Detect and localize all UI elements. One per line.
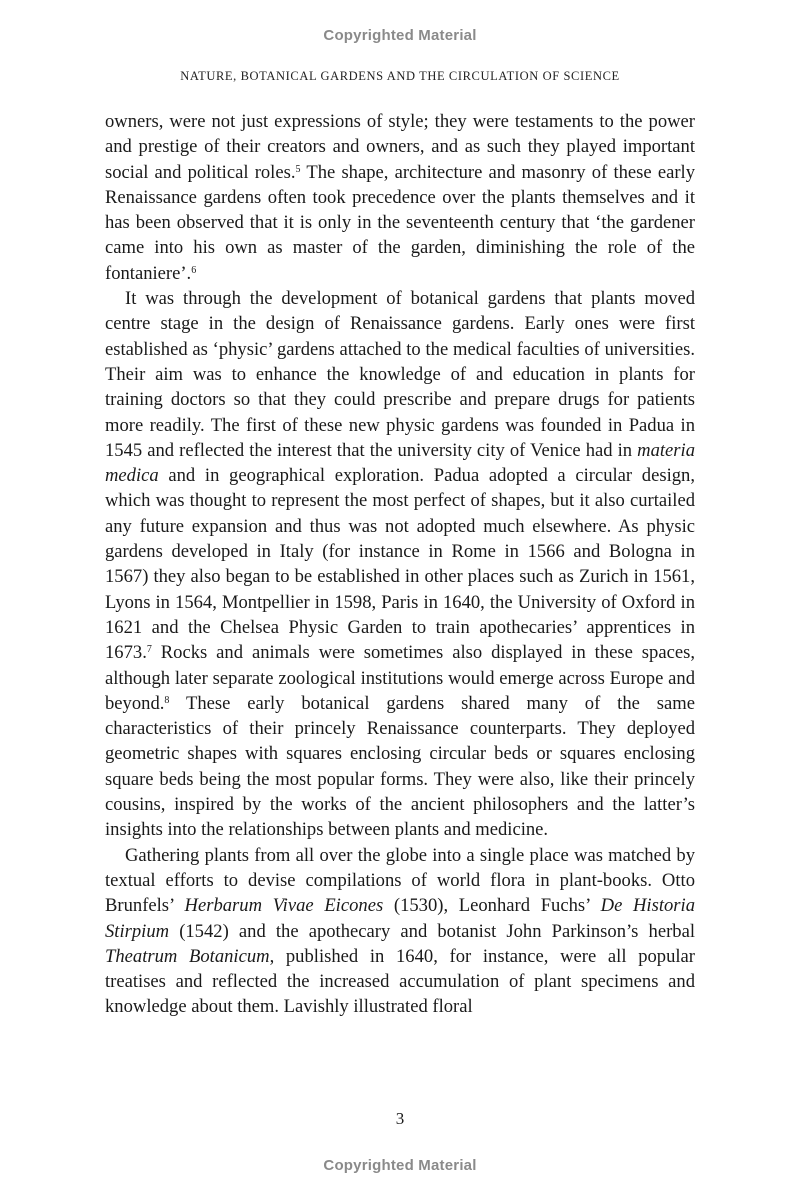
paragraph-1: owners, were not just expressions of style; they were testaments to the power and prestige of their creators and owners, and as such they played important social and political roles.$^5$ The shape, architecture and masonry of these early Renaissance gardens often took precedence over the plants themselves and it has been observed that it is only in the seventeenth century that ‘the gardener came into his own as master of the garden, diminishing the role of the fontaniere’.$^6$ [105,111,695,284]
footnote-ref-6[interactable]: 6 [191,264,197,276]
book-title: Theatrum Botanicum [105,945,270,967]
footnote-ref-8[interactable]: 8 [164,694,170,706]
footnote-ref-5[interactable]: 5 [295,163,301,175]
italic-term: materia medica [105,439,695,487]
book-title: De Historia Stirpium [105,895,695,942]
paragraph-2: It was through the development of botanical gardens that plants moved centre stage in the design of Renaissance gardens. Early ones were first established as ‘physic’ gardens attached to the medical faculties of universities. Their aim was to enhance the knowledge of and education in plants for training doctors so that they could prescribe and prepare drugs for patients more readily. The first of these new physic gardens was founded in Padua in 1545 and reflected the interest that the university city of Venice had in materia medica and in geographical exploration. Padua adopted a circular design, which was thought to represent the most perfect of shapes, but it also curtailed any future expansion and thus was not adopted much elsewhere. As physic gardens developed in Italy (for instance in Rome in 1566 and Bologna in 1567) they also began to be established in other places such as Zurich in 1561, Lyons in 1564, Montpellier in 1598, Paris in 1640, the University of Oxford in 1621 and the Chelsea Physic Garden to train apothecaries’ apprentices in 1673.$^7$ Rocks and animals were sometimes also displayed in these spaces, although later separate zoological institutions would emerge across Europe and beyond.$^8$ These early botanical gardens shared many of the same characteristics of their princely Renaissance counterparts. They deployed geometric shapes with squares enclosing circular beds or squares enclosing square beds being the most popular forms. They were also, like their princely cousins, inspired by the works of the ancient philosophers and the latter’s insights into the relationships between plants and medicine. [105,288,695,841]
copyright-watermark-bottom: Copyrighted Material [323,1157,477,1174]
paragraph-3: Gathering plants from all over the globe into a single place was matched by textual efforts to devise compilations of world flora in plant-books. Otto Brunfels’ Herbarum Vivae Eicones (1530), Leonhard Fuchs’ De Historia Stirpium (1542) and the apothecary and botanist John Parkinson’s herbal Theatrum Botanicum, published in 1640, for instance, were all popular treatises and reflected the increased accumulation of plant specimens and knowledge about them. Lavishly illustrated floral [105,844,695,1018]
body-text [105,109,695,1020]
page-number: 3 [395,1109,405,1128]
footnote-ref-7[interactable]: 7 [146,644,152,656]
book-title: Herbarum Vivae Eicones [184,895,384,917]
running-head: NATURE, BOTANICAL GARDENS AND THE CIRCULATION OF SCIENCE [180,69,620,83]
copyright-watermark-top: Copyrighted Material [323,27,477,44]
